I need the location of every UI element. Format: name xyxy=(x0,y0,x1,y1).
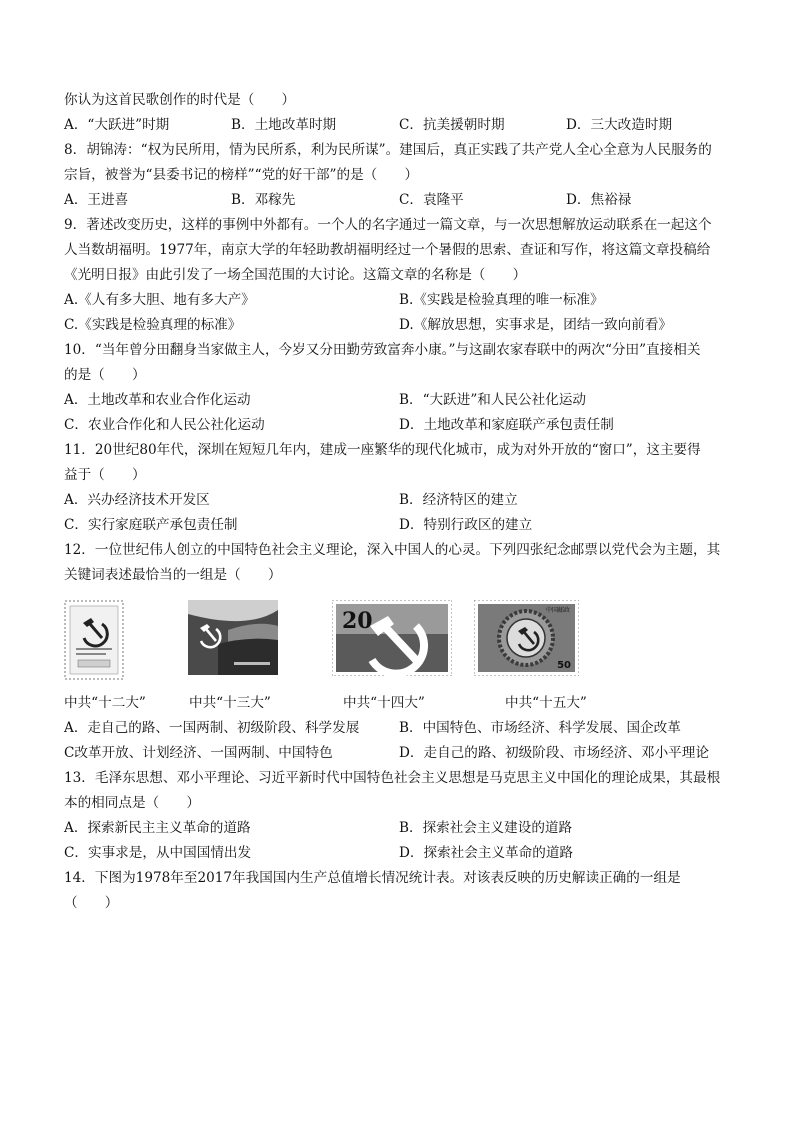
stamp-caption-12: 中共“十二大” xyxy=(64,695,146,711)
q11-option-a: A．兴办经济技术开发区 xyxy=(64,492,210,508)
q12-option-b: B．中国特色、市场经济、科学发展、国企改革 xyxy=(399,720,681,736)
stamp-twelfth-congress xyxy=(64,600,124,680)
q11-option-d: D．特别行政区的建立 xyxy=(399,517,533,533)
q7-stem-tail: 你认为这首民歌创作的时代是（ ） xyxy=(64,92,296,108)
q12-option-d: D．走自己的路、初级阶段、市场经济、邓小平理论 xyxy=(399,745,709,761)
q9-stem-line3: 《光明日报》由此引发了一场全国范围的大讨论。这篇文章的名称是（ ） xyxy=(64,267,527,283)
q9-stem-line1: 9．著述改变历史，这样的事例中外都有。一个人的名字通过一篇文章，与一次思想解放运动联系在一起这个 xyxy=(64,217,712,233)
q12-option-a: A．走自己的路、一国两制、初级阶段、科学发展 xyxy=(64,720,360,736)
stamp-value-20: 20 xyxy=(342,608,373,634)
q11-option-c: C．实行家庭联产承包责任制 xyxy=(64,517,238,533)
q10-option-c: C．农业合作化和人民公社化运动 xyxy=(64,417,265,433)
q8-option-a: A．王进喜 xyxy=(64,192,129,208)
q9-option-b: B.《实践是检验真理的唯一标准》 xyxy=(399,292,604,308)
q12-stem-line1: 12．一位世纪伟人创立的中国特色社会主义理论，深入中国人的心灵。下列四张纪念邮票以党代会为主题，其 xyxy=(64,542,721,558)
q13-stem-line1: 13．毛泽东思想、邓小平理论、习近平新时代中国特色社会主义思想是马克思主义中国化的理论成果，其最根 xyxy=(64,770,721,786)
q13-option-a: A．探索新民主主义革命的道路 xyxy=(64,820,251,836)
stamp-12-image xyxy=(64,600,124,680)
q12-option-c: C改革开放、计划经济、一国两制、中国特色 xyxy=(64,745,333,761)
q8-stem-line2: 宗旨，被誉为“县委书记的榜样”“党的好干部”的是（ ） xyxy=(64,167,419,183)
q7-option-b: B．土地改革时期 xyxy=(231,117,337,133)
q11-option-b: B．经济特区的建立 xyxy=(399,492,518,508)
q8-stem-line1: 8．胡锦涛：“权为民所用，情为民所系，利为民所谋”。建国后，真正实践了共产党人全心全意为人民服务的 xyxy=(64,142,712,158)
stamp-15-image xyxy=(474,600,579,676)
q13-stem-line2: 本的相同点是（ ） xyxy=(64,795,200,811)
q11-stem-line1: 11．20世纪80年代，深圳在短短几年内，建成一座繁华的现代化城市，成为对外开放的“窗口”，这主要得 xyxy=(64,442,701,458)
q14-stem-line1: 14．下图为1978年至2017年我国国内生产总值增长情况统计表。对该表反映的历史解读正确的一组是 xyxy=(64,870,681,886)
stamp-fourteenth-congress xyxy=(332,600,452,676)
stamp-fifteenth-congress xyxy=(474,600,579,676)
q10-option-d: D．土地改革和家庭联产承包责任制 xyxy=(399,417,614,433)
q10-stem-line2: 的是（ ） xyxy=(64,367,146,383)
q9-stem-line2: 人当数胡福明。1977年，南京大学的年轻助教胡福明经过一个暑假的思索、查证和写作，将这篇文章投稿给 xyxy=(64,242,711,258)
q7-option-c: C．抗美援朝时期 xyxy=(399,117,505,133)
stamp-13-image xyxy=(188,600,278,675)
q12-stem-line2: 关键词表述最恰当的一组是（ ） xyxy=(64,567,282,583)
stamp-thirteenth-congress xyxy=(188,600,278,675)
q14-stem-line2: （ ） xyxy=(64,895,119,911)
q10-option-a: A．土地改革和农业合作化运动 xyxy=(64,392,251,408)
q11-stem-line2: 益于（ ） xyxy=(64,467,146,483)
q9-option-c: C.《实践是检验真理的标准》 xyxy=(64,317,242,333)
q8-option-c: C．袁隆平 xyxy=(399,192,464,208)
q9-option-d: D.《解放思想，实事求是，团结一致向前看》 xyxy=(399,317,673,333)
q7-option-d: D．三大改造时期 xyxy=(566,117,673,133)
q10-stem-line1: 10．“当年曾分田翻身当家做主人，今岁又分田勤劳致富奔小康。”与这副农家春联中的两次“分田”直接相关 xyxy=(64,342,701,358)
q8-option-b: B．邓稼先 xyxy=(231,192,296,208)
q8-option-d: D．焦裕禄 xyxy=(566,192,632,208)
q10-option-b: B．“大跃进”和人民公社化运动 xyxy=(399,392,587,408)
stamp-value-50: 50 xyxy=(557,660,571,671)
q13-option-d: D．探索社会主义革命的道路 xyxy=(399,845,574,861)
q9-option-a: A.《人有多大胆、地有多大产》 xyxy=(64,292,255,308)
stamp-caption-13: 中共“十三大” xyxy=(189,695,271,711)
stamp-caption-14: 中共“十四大” xyxy=(343,695,425,711)
stamp-country-label: 中国邮政 xyxy=(545,607,570,614)
q13-option-c: C．实事求是，从中国国情出发 xyxy=(64,845,252,861)
q13-option-b: B．探索社会主义建设的道路 xyxy=(399,820,573,836)
q7-option-a: A．“大跃进”时期 xyxy=(64,117,170,133)
stamp-caption-15: 中共“十五大” xyxy=(505,695,587,711)
stamp-14-image xyxy=(332,600,452,676)
